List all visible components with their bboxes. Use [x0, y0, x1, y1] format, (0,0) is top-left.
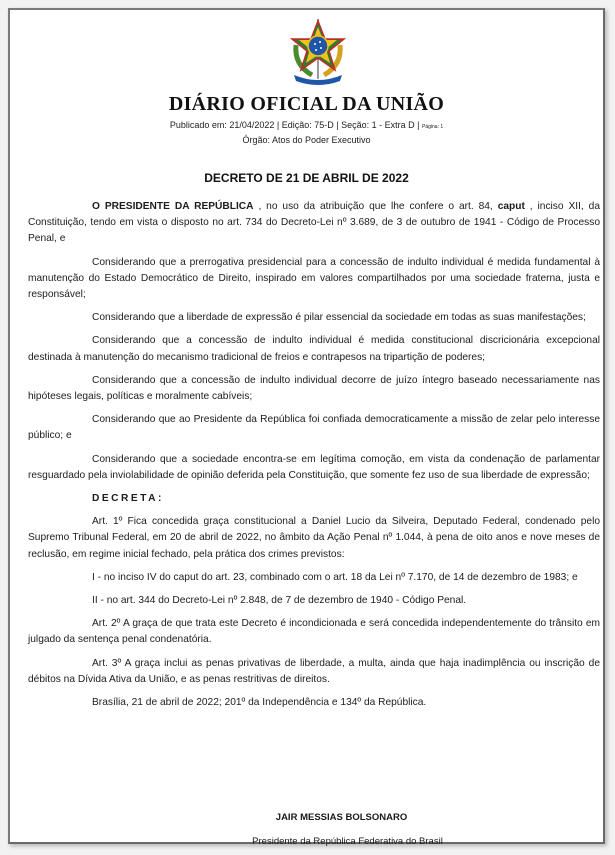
preamble: [28, 199, 600, 248]
article-paragraph: II - no art. 344 do Decreto-Lei nº 2.848, de 7 de dezembro de 1940 - Código Penal.: [92, 595, 467, 607]
publication-info: [10, 120, 603, 130]
signatory-name: JAIR MESSIAS BOLSONARO: [275, 812, 408, 823]
brazil-coat-of-arms-icon: [286, 15, 350, 87]
considerando-paragraph: Considerando que a prerrogativa presidencial para a concessão de indulto individual é medida fundamental à manutenção do Estado Democrático de Direito, inspirado em valores compartilhados por uma sociedade fraterna, justa e responsável;: [28, 256, 600, 301]
decree-body: [28, 199, 600, 718]
preamble-caput: caput: [497, 201, 525, 212]
decreta-heading: DECRETA:: [92, 493, 164, 505]
article-paragraph: Art. 2º A graça de que trata este Decreto é incondicionada e será concedida independentemente do trânsito em julgado da sentença penal condenatória.: [28, 618, 600, 646]
considerando-paragraph: Considerando que a concessão de indulto individual decorre de juízo íntegro baseado necessariamente nas hipóteses legais, políticas e moralmente cabíveis;: [28, 374, 600, 403]
considerando-paragraph: Considerando que a concessão de indulto individual é medida constitucional discricionária excepcional destinada à manutenção do mecanismo tradicional de freios e contrapesos na tripartição de poderes;: [28, 335, 600, 363]
considerando-paragraph: Considerando que a liberdade de expressão é pilar essencial da sociedade em todas as suas manifestações;: [92, 312, 586, 324]
signatory-role: Presidente da República Federativa do Brasil: [252, 836, 443, 847]
document-page: [8, 8, 605, 847]
preamble-text-2: , inciso XII, da Constituição, tendo em vista o disposto no art. 734 do Decreto-Lei nº 3.689, de 3 de outubro de 1941 - Código de Processo Penal, e: [28, 201, 600, 245]
date-line: Brasília, 21 de abril de 2022; 201º da Independência e 134º da República.: [92, 697, 427, 709]
masthead-title: DIÁRIO OFICIAL DA UNIÃO: [168, 93, 445, 115]
considerando-paragraph: Considerando que a sociedade encontra-se em legítima comoção, em vista da condenação de parlamentar resguardado pela inviolabilidade de opinião deferida pela Constituição, que somente fez uso de sua liberdade de expressão;: [28, 453, 600, 481]
preamble-subject: O PRESIDENTE DA REPÚBLICA: [92, 201, 254, 212]
article-paragraph: I - no inciso IV do caput do art. 23, combinado com o art. 18 da Lei nº 7.170, de 14 de dezembro de 1983; e: [92, 571, 578, 583]
considerando-paragraph: Considerando que ao Presidente da República foi confiada democraticamente a missão de zelar pelo interesse público; e: [28, 414, 600, 442]
publication-details: Publicado em: 21/04/2022 | Edição: 75-D | Seção: 1 - Extra D |: [169, 120, 420, 130]
issuing-body: Órgão: Atos do Poder Executivo: [242, 135, 371, 145]
article-paragraph: Art. 1º Fica concedida graça constitucional a Daniel Lucio da Silveira, Deputado Federal, condenado pelo Supremo Tribunal Federal, em 20 de abril de 2022, no âmbito da Ação Penal nº 1.044, à pena de oito anos e nove meses de reclusão, em regime inicial fechado, pela prática dos crimes previstos:: [28, 516, 600, 560]
preamble-text-1: , no uso da atribuição que lhe confere o art. 84,: [253, 201, 498, 212]
page-number: Página: 1: [422, 124, 444, 130]
article-paragraph: Art. 3º A graça inclui as penas privativas de liberdade, a multa, ainda que haja inadimplência ou inscrição de débitos na Dívida Ativa da União, e as penas restritivas de direitos.: [28, 657, 600, 685]
decree-title: DECRETO DE 21 DE ABRIL DE 2022: [204, 171, 409, 185]
